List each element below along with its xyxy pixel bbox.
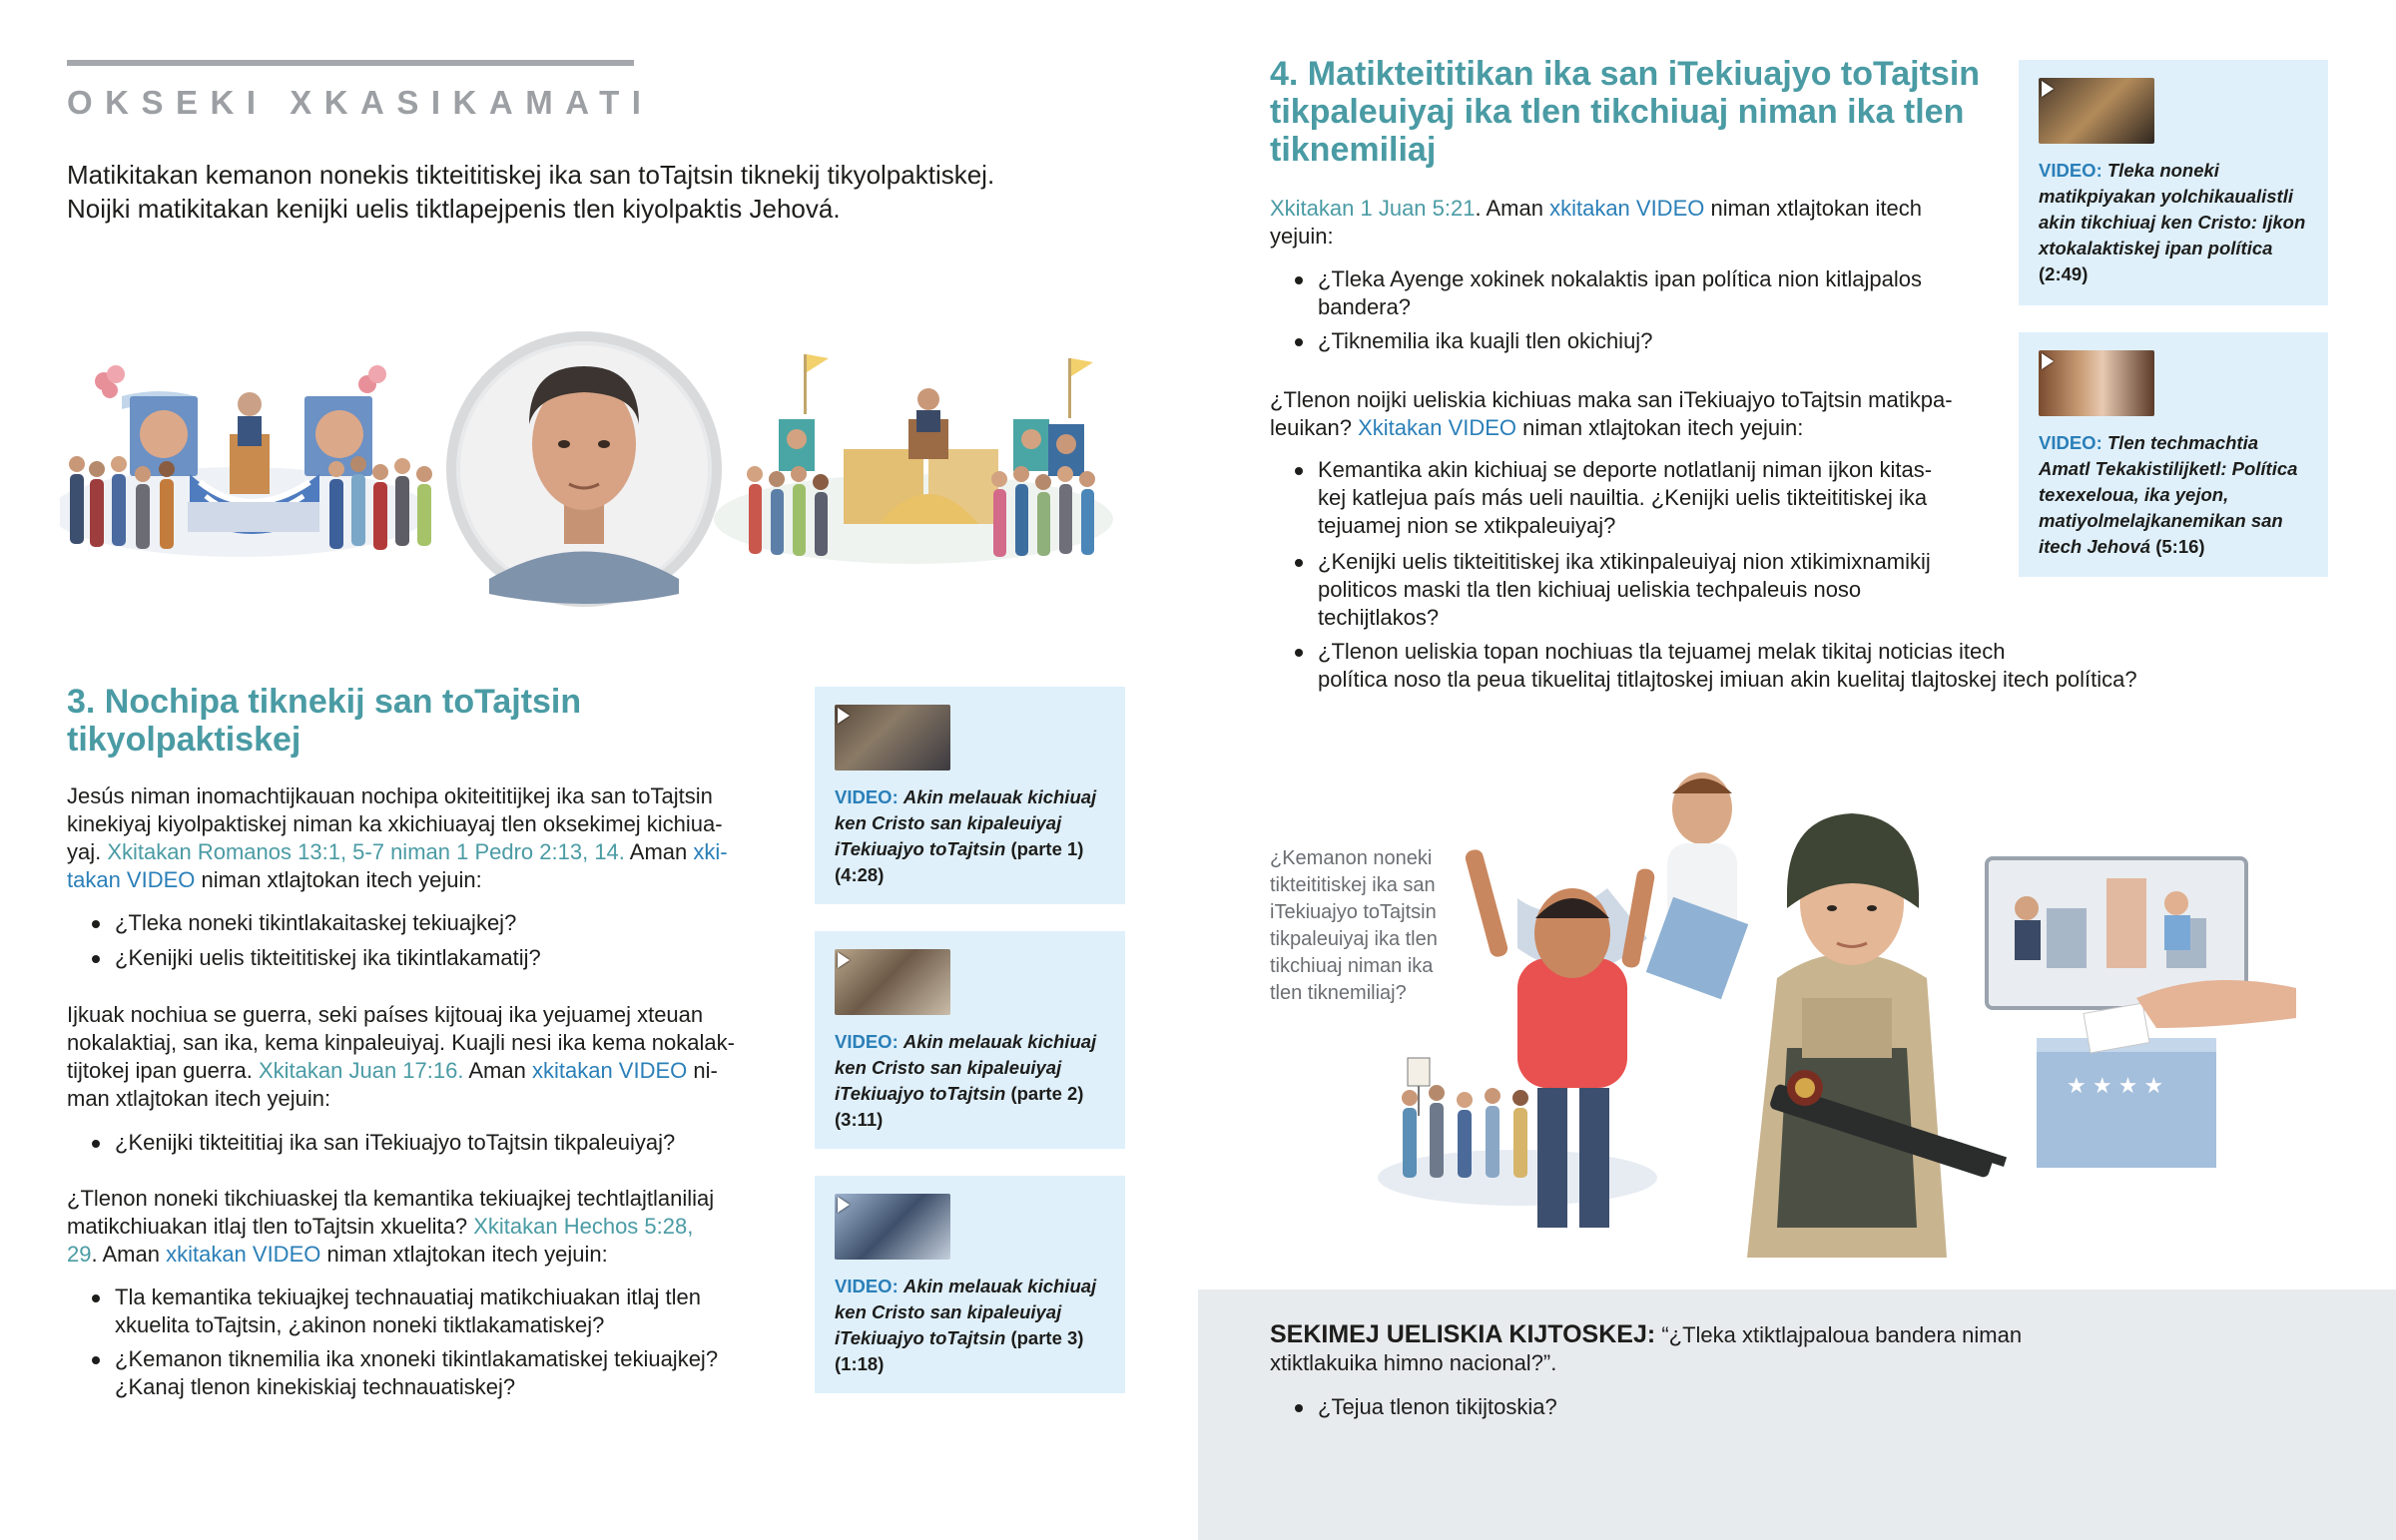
video-link[interactable]: xkitakan VIDEO	[166, 1242, 321, 1267]
text-line: ¿Tlenon noijki ueliskia kichiuas maka san iTekiuajyo toTajtsin matikpa-	[1270, 387, 1953, 412]
question-item	[1270, 456, 2137, 540]
section-4-questions-1	[1270, 265, 1922, 362]
scripture-link[interactable]: Xkitakan 1 Juan 5:21	[1270, 196, 1476, 221]
video-caption	[835, 1274, 1096, 1377]
video-card-strength[interactable]	[2019, 60, 2328, 305]
might-ask-quote: “¿Tleka xtiktlajpaloua bandera niman	[1655, 1322, 2023, 1347]
text-line: ¿Tlenon ueliskia topan nochiuas tla tejuamej melak tikitaj noticias itech	[1318, 639, 2006, 664]
text-line: kej katlejua país más ueli nauiltia. ¿Kenijki uelis tikteititiskej ika	[1318, 485, 1928, 510]
text-run: matikchiuakan itlaj tlen toTajtsin xkuelita?	[67, 1214, 474, 1239]
section-4-heading-line-1: 4. Matikteititikan ika san iTekiuajyo toTajtsin	[1270, 55, 1981, 93]
section-4-questions-2	[1270, 456, 2137, 701]
play-icon	[838, 1197, 850, 1213]
section-4-paragraph-2	[1270, 386, 1953, 442]
video-card-part-3[interactable]	[815, 1176, 1125, 1393]
question-item: ¿Kenijki uelis tikteititiskej ika tikintlakamatij?	[67, 944, 541, 972]
text-line: Jesús niman inomachtijkauan nochipa okiteititijkej ika san toTajtsin	[67, 783, 713, 808]
video-part: (parte 2)	[1005, 1083, 1084, 1104]
video-thumbnail[interactable]	[835, 705, 950, 770]
video-label: VIDEO:	[835, 1031, 898, 1052]
section-3-questions-2	[67, 1129, 675, 1164]
video-title: texexeloua, ika yejon,	[2039, 484, 2229, 505]
video-duration: (3:11)	[835, 1109, 884, 1130]
video-title: Tlen techmachtia	[2106, 432, 2259, 453]
play-icon	[838, 952, 850, 968]
video-link[interactable]: xkitakan VIDEO	[1549, 196, 1705, 221]
section-3-paragraph-1	[67, 782, 728, 894]
text-line: política noso tla peua tikuelitaj titlajtoskej imiuan akin kuelitaj tlajtoskej itech política?	[1318, 667, 2137, 692]
question-item: ¿Tejua tlenon tikijtoskia?	[1270, 1393, 1557, 1421]
voting-scene	[1987, 858, 2296, 1168]
video-title: matikpiyakan yolchikaualistli	[2039, 186, 2293, 207]
text-run: . Aman	[1475, 196, 1550, 221]
text-run: Aman	[624, 839, 694, 864]
text-line	[835, 1029, 1096, 1055]
video-title: ken Cristo san kipaleuiyaj	[835, 1301, 1062, 1322]
scripture-link[interactable]: Xkitakan Juan 17:16.	[259, 1058, 464, 1083]
play-icon	[2042, 81, 2054, 97]
section-3-questions-1	[67, 909, 541, 979]
text-line: politicos maski tla tlen kichiuaj ueliskia techpaleuis noso	[1318, 577, 1862, 602]
question-item	[67, 1283, 718, 1339]
video-caption	[2039, 158, 2305, 287]
svg-text:★ ★ ★ ★: ★ ★ ★ ★	[2067, 1073, 2164, 1098]
video-caption	[835, 784, 1096, 888]
video-part: (parte 1)	[1005, 838, 1084, 859]
video-title: itech Jehová	[2039, 536, 2151, 557]
section-4-heading-line-3: tiknemiliaj	[1270, 131, 1437, 169]
text-run: niman xtlajtokan itech yejuin:	[195, 867, 482, 892]
text-line: tejuamej nion se xtikpaleuiyaj?	[1318, 513, 1616, 538]
video-label: VIDEO:	[835, 786, 898, 807]
play-icon	[838, 708, 850, 724]
text-line: ¿Kanaj tlenon kinekiskiaj technauatiskej?	[115, 1374, 516, 1399]
text-line: tikchiuaj niman ika	[1270, 955, 1434, 977]
video-caption	[2039, 430, 2297, 560]
text-line	[67, 838, 728, 866]
text-line	[1270, 414, 1953, 442]
text-line: tikteititiskej ika san	[1270, 874, 1436, 896]
might-ask-questions	[1270, 1393, 1557, 1428]
text-line: ¿Kemanon noneki	[1270, 847, 1433, 869]
text-run: yaj.	[67, 839, 108, 864]
video-duration: (4:28)	[835, 864, 885, 885]
video-title: Amatl Tekakistilijketl: Política	[2039, 458, 2298, 479]
section-4-heading	[1270, 55, 1980, 169]
video-title: xtokalaktiskej ipan política	[2039, 238, 2273, 258]
section-rule	[67, 60, 634, 66]
video-title: Akin melauak kichiuaj	[902, 786, 1097, 807]
text-line: xkuelita toTajtsin, ¿akinon noneki tiktlakamatiskej?	[115, 1312, 605, 1337]
text-line	[67, 1241, 714, 1269]
text-run: tijtokej ipan guerra.	[67, 1058, 259, 1083]
section-3-paragraph-2	[67, 1001, 735, 1113]
question-item	[1270, 638, 2137, 694]
text-line: bandera?	[1318, 294, 1411, 319]
text-line	[2039, 158, 2305, 184]
video-thumbnail[interactable]	[835, 949, 950, 1015]
text-line	[67, 1213, 714, 1241]
scripture-link[interactable]: Xkitakan Romanos 13:1, 5-7 niman 1 Pedro 2:13, 14.	[107, 839, 625, 864]
video-card-part-1[interactable]	[815, 687, 1125, 904]
play-icon	[2042, 353, 2054, 369]
section-3-questions-3	[67, 1283, 718, 1408]
text-run: ni-	[687, 1058, 718, 1083]
section-3-paragraph-3	[67, 1185, 714, 1269]
question-item	[1270, 327, 1922, 355]
text-run: niman xtlajtokan itech yejuin:	[1516, 415, 1804, 440]
text-line: ¿Tiknemilia ika kuajli tlen okichiuj?	[1318, 328, 1653, 353]
neutrality-illustration	[1348, 759, 2326, 1289]
text-line	[67, 1057, 735, 1085]
text-line: tlen tiknemiliaj?	[1270, 982, 1407, 1004]
question-item	[1270, 548, 2137, 632]
video-title: akin tikchiuaj ken Cristo: Ijkon	[2039, 212, 2306, 233]
section-4-heading-line-2: tikpaleuiyaj ika tlen tikchiuaj niman ika tlen	[1270, 93, 1965, 131]
video-title: Akin melauak kichiuaj	[902, 1031, 1097, 1052]
video-thumbnail[interactable]	[835, 1194, 950, 1260]
intro-line-2: Noijki matikitakan kenijki uelis tiktlapejpenis tlen kiyolpaktis Jehová.	[67, 194, 841, 224]
intro-line-1: Matikitakan kemanon nonekis tikteititiskej ika san toTajtsin tiknekij tikyolpaktiskej.	[67, 160, 995, 190]
text-line: Kemantika akin kichiuaj se deporte notlatlanij niman ijkon kitas-	[1318, 457, 1933, 482]
video-thumbnail[interactable]	[2039, 78, 2154, 144]
section-4-paragraph-1	[1270, 195, 1922, 251]
scripture-link[interactable]: Xkitakan Hechos 5:28,	[473, 1214, 694, 1239]
text-line	[67, 866, 728, 894]
text-run: niman xtlajtokan itech	[1704, 196, 1923, 221]
might-ask-quote-line-2: xtiktlakuika himno nacional?”.	[1270, 1350, 1557, 1375]
question-item	[1270, 265, 1922, 321]
text-line: yejuin:	[1270, 224, 1334, 249]
video-title: iTekiuajyo toTajtsin	[835, 1083, 1006, 1104]
soldier-figure	[1747, 813, 2007, 1258]
text-run: . Aman	[91, 1242, 167, 1267]
left-rally-scene	[60, 365, 432, 557]
video-thumbnail[interactable]	[2039, 350, 2154, 416]
video-title: Akin melauak kichiuaj	[902, 1276, 1097, 1296]
text-line: Ijkuak nochiua se guerra, seki países kijtouaj ika yejuamej xteuan	[67, 1002, 704, 1027]
text-line: Tla kemantika tekiuajkej technauatiaj matikchiuakan itlaj tlen	[115, 1284, 701, 1309]
question-item: ¿Tleka noneki tikintlakaitaskej tekiuajkej?	[67, 909, 541, 937]
right-rally-scene	[714, 354, 1113, 564]
might-ask-box	[1270, 1320, 2022, 1377]
text-run: leuikan?	[1270, 415, 1359, 440]
text-line	[835, 784, 1096, 810]
text-line	[2039, 430, 2297, 456]
text-line	[835, 1081, 1096, 1107]
text-run: Aman	[463, 1058, 532, 1083]
video-duration: (2:49)	[2039, 263, 2089, 284]
section-3-heading	[67, 683, 581, 759]
text-line: ¿Tleka Ayenge xokinek nokalaktis ipan política nion kitlajpalos	[1318, 266, 1922, 291]
text-line: iTekiuajyo toTajtsin	[1270, 901, 1437, 923]
video-link[interactable]: xki-	[693, 839, 728, 864]
video-label: VIDEO:	[2039, 160, 2102, 181]
text-line: ¿Kemanon tiknemilia ika xnoneki tikintlakamatiskej tekiuajkej?	[115, 1346, 719, 1371]
intro-text	[67, 158, 994, 226]
text-line: kinekiyaj kiyolpaktiskej niman ka xkichiuayaj tlen oksekimej kichiua-	[67, 811, 723, 836]
video-title: ken Cristo san kipaleuiyaj	[835, 812, 1062, 833]
video-card-part-2[interactable]	[815, 931, 1125, 1149]
video-label: VIDEO:	[2039, 432, 2102, 453]
question-item	[67, 1345, 718, 1401]
video-title: iTekiuajyo toTajtsin	[835, 838, 1006, 859]
text-line: techijtlakos?	[1318, 605, 1440, 630]
scripture-link[interactable]: 29	[67, 1242, 92, 1267]
text-line: ¿Kenijki uelis tikteititiskej ika xtikinpaleuiyaj nion xtikimixnamikij	[1318, 549, 1931, 574]
video-title: matiyolmelajkanemikan san	[2039, 510, 2283, 531]
video-caption	[835, 1029, 1096, 1133]
video-label: VIDEO:	[835, 1276, 898, 1296]
video-link[interactable]: xkitakan VIDEO	[531, 1058, 688, 1083]
video-title: ken Cristo san kipaleuiyaj	[835, 1057, 1062, 1078]
text-line: tikpaleuiyaj ika tlen	[1270, 928, 1438, 950]
video-title: iTekiuajyo toTajtsin	[835, 1327, 1006, 1348]
video-duration: (1:18)	[835, 1353, 885, 1374]
text-line	[835, 1274, 1096, 1299]
text-line: nokalaktiaj, san ika, kema kinpaleuiyaj. Kuajli nesi ika kema nokalak-	[67, 1030, 735, 1055]
video-card-bible-teaches[interactable]	[2019, 332, 2328, 577]
video-title: Tleka noneki	[2106, 160, 2219, 181]
might-ask-label: SEKIMEJ UELISKIA KIJTOSKEJ:	[1270, 1320, 1656, 1348]
text-line	[835, 1325, 1096, 1351]
text-line	[1270, 195, 1922, 223]
rally-illustration	[60, 324, 1158, 614]
question-item: ¿Kenijki tikteititiaj ika san iTekiuajyo toTajtsin tikpaleuiyaj?	[67, 1129, 675, 1157]
text-line	[2039, 534, 2297, 560]
video-link[interactable]: Xkitakan VIDEO	[1358, 415, 1517, 440]
portrait-man	[446, 331, 722, 607]
video-link[interactable]: takan VIDEO	[67, 867, 196, 892]
section-label: OKSEKI XKASIKAMATI	[67, 84, 654, 121]
singer-figure	[1646, 772, 1749, 999]
text-line	[835, 836, 1096, 862]
section-3-heading-line-1: 3. Nochipa tiknekij san toTajtsin	[67, 683, 582, 721]
text-line: ¿Tlenon noneki tikchiuaskej tla kemantika tekiuajkej techtlajtlaniliaj	[67, 1186, 715, 1211]
text-run: niman xtlajtokan itech yejuin:	[320, 1242, 608, 1267]
text-line	[1270, 1320, 2022, 1349]
video-duration: (5:16)	[2150, 536, 2205, 557]
video-part: (parte 3)	[1005, 1327, 1084, 1348]
section-3-heading-line-2: tikyolpaktiskej	[67, 721, 301, 759]
text-line: man xtlajtokan itech yejuin:	[67, 1086, 331, 1111]
